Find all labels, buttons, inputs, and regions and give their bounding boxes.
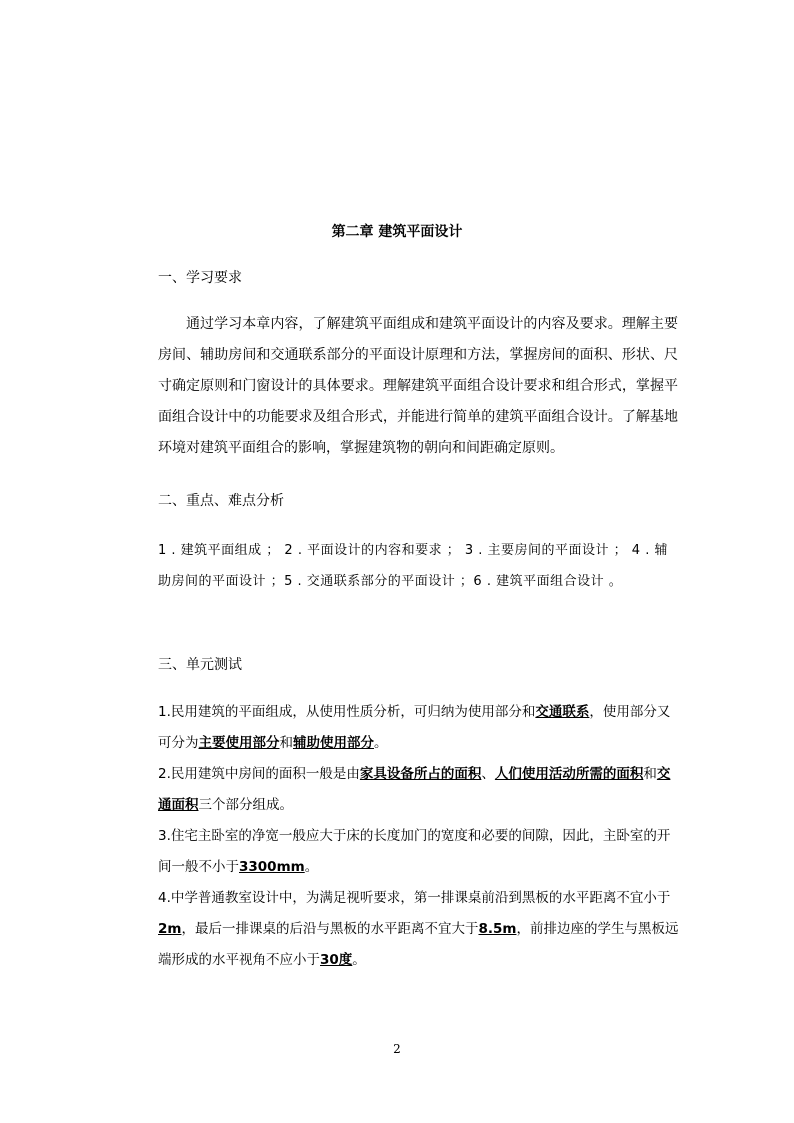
page-number: 2 — [393, 1042, 401, 1056]
answer-blank: 2m — [158, 921, 182, 937]
question-text: 2.民用建筑中房间的面积一般是由 — [158, 766, 360, 782]
answer-blank: 交通面积 — [158, 766, 671, 813]
answer-blank: 人们使用活动所需的面积 — [494, 766, 644, 782]
question-text: 和 — [643, 766, 657, 782]
question-text: 、 — [481, 766, 495, 782]
question-text: 4.中学普通教室设计中，为满足视听要求，第一排课桌前沿到黑板的水平距离不宜小于 — [158, 890, 671, 906]
question-2 — [158, 759, 682, 821]
question-text: 。 — [352, 952, 366, 968]
question-text: ，前排边座的学生与黑板远端形成的水平视角不应小于 — [158, 921, 679, 968]
requirements-paragraph: 通过学习本章内容，了解建筑平面组成和建筑平面设计的内容及要求。理解主要房间、辅助房间和交通联系部分的平面设计原理和方法，掌握房间的面积、形状、尺寸确定原则和门窗设计的具体要求。理解建筑平面组合设计要求和组合形式，掌握平面组合设计中的功能要求及组合形式，并能进行简单的建筑平面组合设计。了解基地环境对建筑平面组合的影响，掌握建筑物的朝向和间距确定原则。 — [158, 316, 678, 456]
section-heading-key-points: 二、重点、难点分析 — [158, 493, 284, 509]
section-heading-unit-test: 三、单元测试 — [158, 657, 242, 673]
answer-blank: 30度 — [320, 952, 353, 968]
question-text: 三个部分组成。 — [198, 797, 293, 813]
answer-blank: 3300mm — [239, 859, 305, 875]
answer-blank: 家具设备所占的面积 — [359, 766, 482, 782]
chapter-title: 第二章 建筑平面设计 — [331, 224, 463, 240]
answer-blank: 辅助使用部分 — [293, 735, 374, 751]
key-points-list: 1 . 建筑平面组成 ； 2 . 平面设计的内容和要求 ； 3 . 主要房间的平面设计 ； 4 . 辅助房间的平面设计 ；5 . 交通联系部分的平面设计 ；6 . 建筑平面组合设计 。 — [158, 543, 668, 589]
question-text: ，最后一排课桌的后沿与黑板的水平距离不宜大于 — [181, 921, 479, 937]
section-heading-requirements: 一、学习要求 — [158, 270, 242, 286]
question-3 — [158, 821, 682, 883]
question-text: 。 — [374, 735, 388, 751]
question-text: 。 — [304, 859, 319, 875]
question-1 — [158, 697, 682, 759]
question-4 — [158, 883, 682, 976]
answer-blank: 8.5m — [478, 921, 517, 937]
answer-blank: 交通联系 — [535, 704, 590, 720]
question-text: 和 — [279, 735, 293, 751]
question-text: ，使用部分又可分为 — [158, 704, 671, 751]
question-text: 3.住宅主卧室的净宽一般应大于床的长度加门的宽度和必要的间隙，因此，主卧室的开间一般不小于 — [158, 828, 671, 875]
answer-blank: 主要使用部分 — [198, 735, 280, 751]
question-text: 1.民用建筑的平面组成，从使用性质分析，可归纳为使用部分和 — [158, 704, 536, 720]
